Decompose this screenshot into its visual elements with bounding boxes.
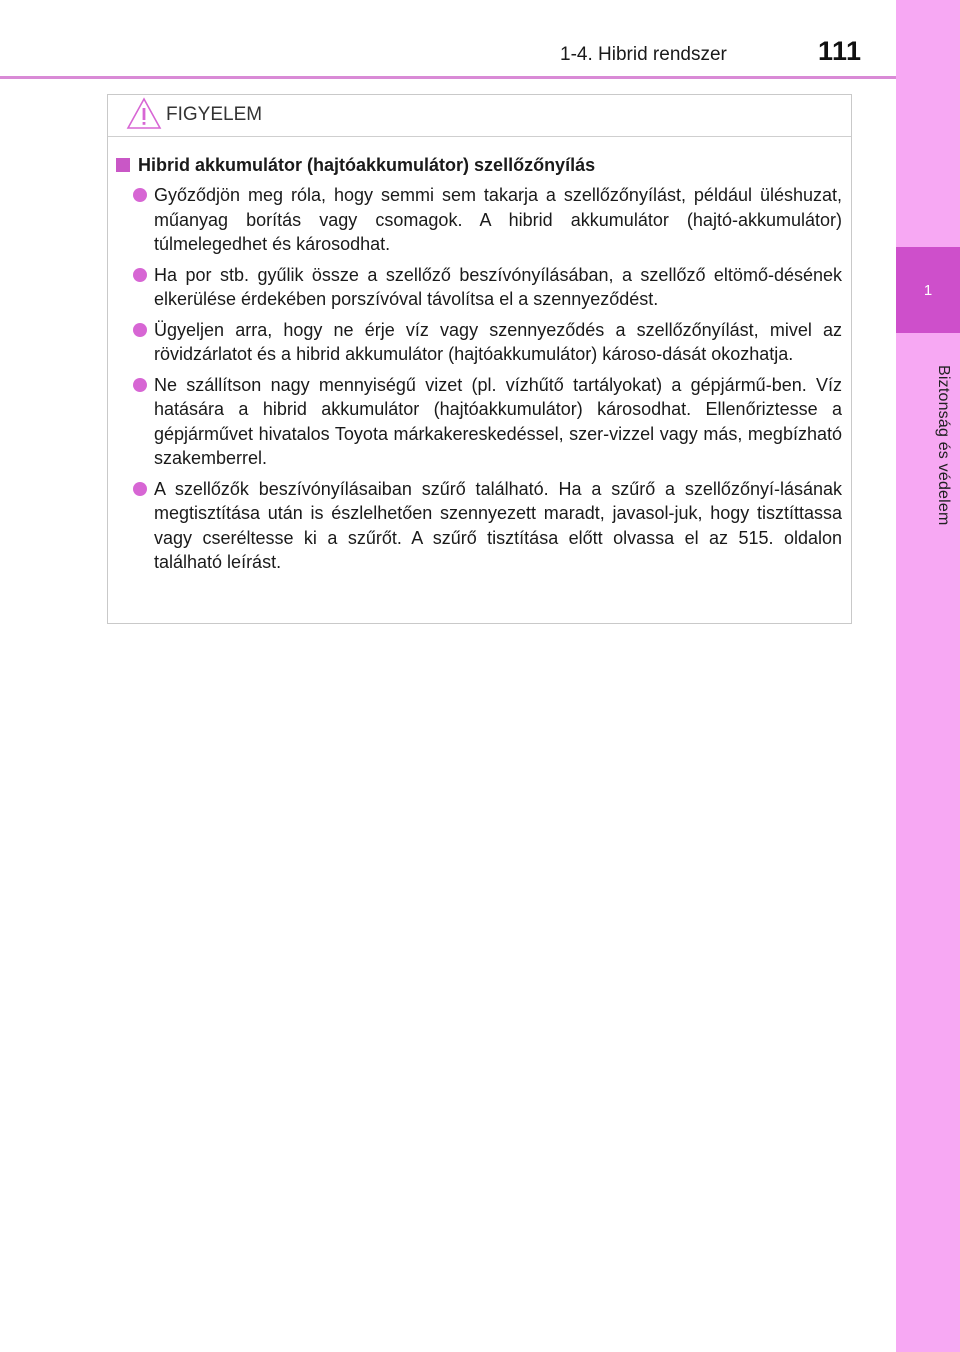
chapter-tab[interactable] <box>896 247 960 333</box>
list-item-text: Ne szállítson nagy mennyiségű vizet (pl. vízhűtő tartályokat) a gépjármű-ben. Víz hatására a hibrid akkumulátor (hajtóakkumulátor) károsodhat. Ellenőriztesse a gépjárművet hivatalos Toyota márkakereskedéssel, szer-vizzel vagy más, megbízható szakemberrel. <box>154 374 842 468</box>
warning-triangle-icon <box>126 97 162 131</box>
round-bullet-icon <box>133 323 147 337</box>
round-bullet-icon <box>133 482 147 496</box>
list-item <box>154 477 842 575</box>
section-title: 1-4. Hibrid rendszer <box>560 44 727 65</box>
warning-header <box>108 95 851 137</box>
round-bullet-icon <box>133 188 147 202</box>
list-item-text: A szellőzők beszívónyílásaiban szűrő található. Ha a szűrő a szellőzőnyí-lásának megtisztítása után is észlelhetően szennyezett maradt, javasol-juk, hogy tisztíttassa vagy cseréltesse ki a szűrőt. A szűrő tisztítása előtt olvassa el az 515. oldalon található leírást. <box>154 478 842 572</box>
list-item-text: Ha por stb. gyűlik össze a szellőző beszívónyílásában, a szellőző eltömő-désének elkerülése érdekében porszívóval távolítsa el a szennyeződést. <box>154 264 842 309</box>
warning-subheading <box>114 152 853 179</box>
header-rule <box>0 76 896 79</box>
round-bullet-icon <box>133 378 147 392</box>
list-item <box>154 318 842 367</box>
list-item-text: Győződjön meg róla, hogy semmi sem takarja a szellőzőnyílást, például üléshuzat, műanyag borítás vagy csomagok. A hibrid akkumulátor (hajtó-akkumulátor) túlmelegedhet és károsodhat. <box>154 185 842 254</box>
chapter-sidebar <box>896 0 960 1352</box>
square-bullet-icon <box>116 158 130 172</box>
warning-content <box>108 152 853 575</box>
chapter-label: Biztonság és védelem <box>935 364 952 526</box>
page-number: 111 <box>818 36 862 66</box>
chapter-number: 1 <box>923 281 933 299</box>
list-item <box>154 263 842 312</box>
list-item-text: Ügyeljen arra, hogy ne érje víz vagy szennyeződés a szellőzőnyílást, mivel az rövidzárlatot és a hibrid akkumulátor (hajtóakkumulátor) károso-dását okozhatja. <box>154 319 842 364</box>
warning-title: FIGYELEM <box>166 104 263 125</box>
warning-box <box>107 94 852 624</box>
list-item <box>154 183 842 257</box>
round-bullet-icon <box>133 268 147 282</box>
list-item <box>154 373 842 471</box>
subheading-text: Hibrid akkumulátor (hajtóakkumulátor) szellőzőnyílás <box>138 155 596 175</box>
